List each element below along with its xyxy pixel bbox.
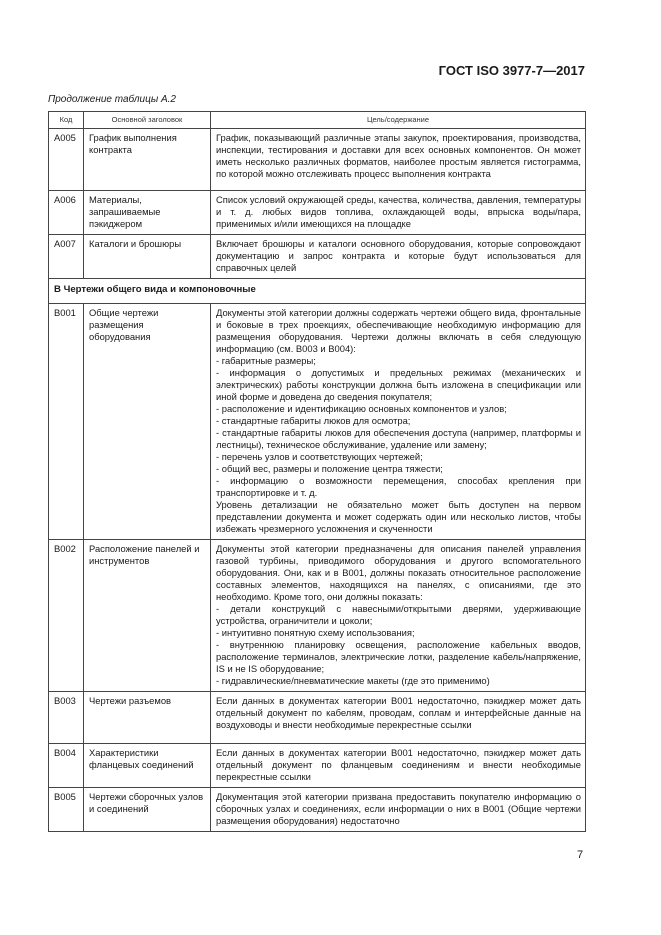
- table-row: [49, 540, 586, 692]
- row-content: Документация этой категории призвана предоставить покупателю информацию о сборочных узлах и соединениях, если информации о них в В001 (Общие чертежи размещения оборудования) недостаточно: [211, 788, 586, 832]
- column-header-content: Цель/содержание: [211, 112, 586, 129]
- content-line: - внутреннюю планировку освещения, расположение кабельных вводов, расположение терминалов, электрические лотки, разделение кабель/напряжение, IS и не IS оборудование;: [216, 639, 581, 674]
- row-title: Характеристики фланцевых соединений: [84, 744, 211, 788]
- row-content: Если данных в документах категории В001 недостаточно, пэкиджер может дать отдельный документ по фланцевым соединениям и внести необходимые перекрестные ссылки: [211, 744, 586, 788]
- table-continuation-caption: Продолжение таблицы А.2: [48, 94, 176, 105]
- row-content: [211, 304, 586, 540]
- table-row: [49, 744, 586, 788]
- content-line: - перечень узлов и соответствующих чертежей;: [216, 451, 423, 462]
- row-code: В005: [49, 788, 84, 832]
- row-code: А006: [49, 191, 84, 235]
- row-code: В001: [49, 304, 84, 540]
- row-code: В004: [49, 744, 84, 788]
- table-header-row: [49, 112, 586, 129]
- content-line: - расположение и идентификацию основных компонентов и узлов;: [216, 403, 507, 414]
- content-line: Документы этой категории должны содержать чертежи общего вида, фронтальные и боковые в трех проекциях, обеспечивающие необходимую информацию для размещения оборудования. Чертежи должны включать в себя следующую информацию (см. В003 и В004):: [216, 307, 581, 354]
- content-line: - гидравлические/пневматические макеты (где это применимо): [216, 675, 490, 686]
- row-title: Чертежи разъемов: [84, 692, 211, 744]
- content-line: - детали конструкций с навесными/открытыми дверями, удерживающие устройства, ограничители и цоколи;: [216, 603, 581, 626]
- content-line: Уровень детализации не обязательно может быть доступен на первом представлении документа и может содержать один или несколько листов, чтобы избежать чрезмерного усложнения и скученности: [216, 499, 581, 534]
- content-line: Документы этой категории предназначены для описания панелей управления газовой турбины, приводимого оборудования и другого вспомогательного оборудования. Они, как и в В001, должны показать относительное расположение составных элементов, находящихся на панелях, с описаниями, где это необходимо. Кроме того, они должны показать:: [216, 543, 581, 602]
- standard-designation: ГОСТ ISO 3977-7—2017: [438, 63, 585, 78]
- row-content: Включает брошюры и каталоги основного оборудования, которые сопровождают документацию и запрос контракта и которые будут использоваться для справочных целей: [211, 235, 586, 279]
- content-line: - общий вес, размеры и положение центра тяжести;: [216, 463, 443, 474]
- row-code: А005: [49, 129, 84, 191]
- row-title: Материалы, запрашиваемые пэкиджером: [84, 191, 211, 235]
- row-title: Расположение панелей и инструментов: [84, 540, 211, 692]
- row-content: Если данных в документах категории В001 недостаточно, пэкиджер может дать отдельный документ по кабелям, проводам, соплам и интерфейсные данные на воздуховоды и внести необходимые перекрестные ссылки: [211, 692, 586, 744]
- column-header-title: Основной заголовок: [84, 112, 211, 129]
- content-line: - информацию о возможности перемещения, способах крепления при транспортировке и т. д.: [216, 475, 581, 498]
- table-row: [49, 235, 586, 279]
- table-row: [49, 304, 586, 540]
- row-code: В003: [49, 692, 84, 744]
- row-title: Общие чертежи размещения оборудования: [84, 304, 211, 540]
- content-line: - стандартные габариты люков для осмотра;: [216, 415, 411, 426]
- page-number: 7: [577, 849, 584, 861]
- table-row: [49, 129, 586, 191]
- row-code: А007: [49, 235, 84, 279]
- row-code: В002: [49, 540, 84, 692]
- row-title: Чертежи сборочных узлов и соединений: [84, 788, 211, 832]
- table-row: [49, 788, 586, 832]
- section-title: В Чертежи общего вида и компоновочные: [49, 279, 586, 304]
- requirements-table: [48, 111, 586, 832]
- row-title: Каталоги и брошюры: [84, 235, 211, 279]
- content-line: - габаритные размеры;: [216, 355, 316, 366]
- row-content: Список условий окружающей среды, качества, количества, давления, температуры и т. д. любых видов топлива, охлаждающей воды, впрыска воды/пара, применимых и/или имеющихся на площадке: [211, 191, 586, 235]
- row-title: График выполнения контракта: [84, 129, 211, 191]
- table-row: [49, 191, 586, 235]
- content-line: - стандартные габариты люков для обеспечения доступа (например, платформы и лестницы), техническое обслуживание, удаление или замену;: [216, 427, 581, 450]
- content-line: - информация о допустимых и предельных режимах (механических и электрических) работы конструкции должна быть изложена в спецификации или иной форме и доведена до сведения покупателя;: [216, 367, 581, 402]
- section-header-row: [49, 279, 586, 304]
- content-line: - интуитивно понятную схему использования;: [216, 627, 415, 638]
- column-header-code: Код: [49, 112, 84, 129]
- row-content: [211, 540, 586, 692]
- row-content: График, показывающий различные этапы закупок, проектирования, производства, инспекции, тестирования и доставки для всех основных компонентов. Он может иметь несколько различных форматов, наиболее простым является гистограмма, по которой можно отслеживать процесс выполнения контракта: [211, 129, 586, 191]
- table-row: [49, 692, 586, 744]
